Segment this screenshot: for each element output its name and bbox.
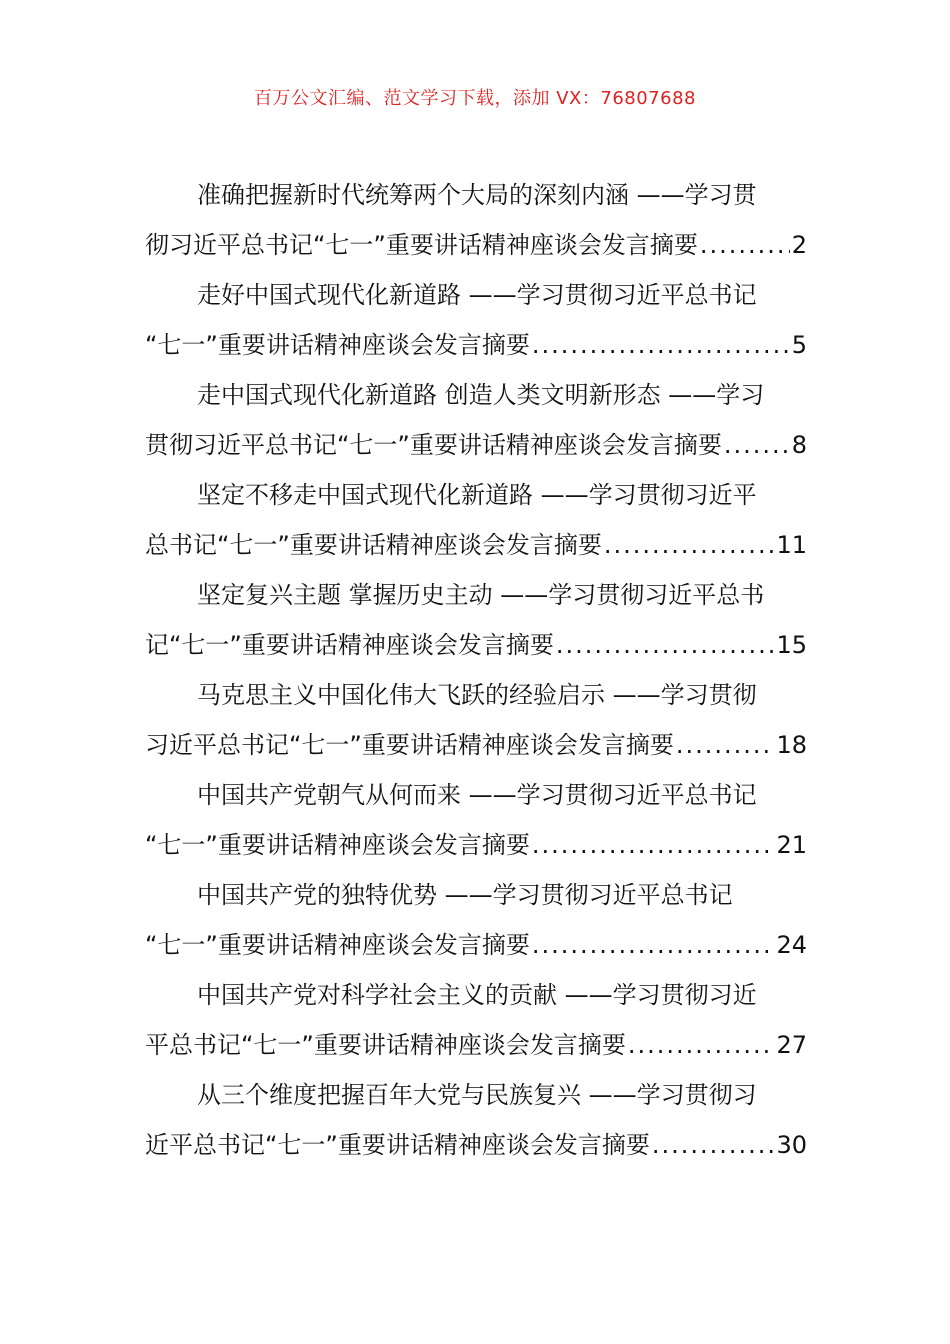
toc-entry-subtitle: “七一”重要讲话精神座谈会发言摘要 [145,331,530,359]
toc-entry[interactable] [145,770,807,870]
toc-entry[interactable] [145,870,807,970]
dot-leader [532,920,775,970]
toc-page-number: 2 [791,231,807,259]
toc-entry-subtitle: “七一”重要讲话精神座谈会发言摘要 [145,831,530,859]
toc-page-number: 21 [776,831,807,859]
toc-entry-subtitle-line [145,320,807,370]
toc-entry[interactable] [145,970,807,1070]
toc-entry[interactable] [145,170,807,270]
toc-entry-subtitle-line [145,520,807,570]
dot-leader [604,520,775,570]
toc-page-number: 11 [776,531,807,559]
toc-page-number: 30 [776,1131,807,1159]
toc-entry-subtitle-line [145,220,807,270]
table-of-contents [145,170,807,1170]
toc-entry-subtitle-line [145,920,807,970]
toc-page-number: 24 [776,931,807,959]
toc-entry-title: 走好中国式现代化新道路 ——学习贯彻习近平总书记 [197,281,757,309]
toc-page-number: 8 [791,431,807,459]
toc-entry-title: 准确把握新时代统筹两个大局的深刻内涵 ——学习贯 [197,181,757,209]
toc-entry-subtitle: 近平总书记“七一”重要讲话精神座谈会发言摘要 [145,1131,650,1159]
dot-leader [532,820,775,870]
toc-entry[interactable] [145,270,807,370]
toc-page-number: 18 [776,731,807,759]
toc-entry-title: 坚定不移走中国式现代化新道路 ——学习贯彻习近平 [197,481,757,509]
toc-entry-subtitle: 彻习近平总书记“七一”重要讲话精神座谈会发言摘要 [145,231,698,259]
toc-entry-subtitle-line [145,720,807,770]
toc-entry[interactable] [145,670,807,770]
toc-entry-title: 中国共产党对科学社会主义的贡献 ——学习贯彻习近 [197,981,757,1009]
toc-entry-subtitle-line [145,1120,807,1170]
dot-leader [700,220,790,270]
toc-entry-title: 坚定复兴主题 掌握历史主动 ——学习贯彻习近平总书 [197,581,765,609]
header-watermark-text: 百万公文汇编、范文学习下载，添加 VX：76807688 [254,88,696,109]
dot-leader [628,1020,775,1070]
dot-leader [724,420,790,470]
toc-page-number: 27 [776,1031,807,1059]
toc-entry-subtitle-line [145,620,807,670]
toc-entry-subtitle: 习近平总书记“七一”重要讲话精神座谈会发言摘要 [145,731,674,759]
dot-leader [532,320,790,370]
toc-entry-subtitle: 总书记“七一”重要讲话精神座谈会发言摘要 [145,531,602,559]
toc-entry-subtitle-line [145,420,807,470]
toc-entry[interactable] [145,1070,807,1170]
toc-entry-title: 从三个维度把握百年大党与民族复兴 ——学习贯彻习 [197,1081,757,1109]
toc-entry-subtitle: “七一”重要讲话精神座谈会发言摘要 [145,931,530,959]
toc-entry-title: 中国共产党的独特优势 ——学习贯彻习近平总书记 [197,881,733,909]
dot-leader [676,720,775,770]
toc-entry[interactable] [145,470,807,570]
toc-page-number: 15 [776,631,807,659]
toc-page-number: 5 [791,331,807,359]
toc-entry-title: 马克思主义中国化伟大飞跃的经验启示 ——学习贯彻 [197,681,757,709]
toc-entry-subtitle: 记“七一”重要讲话精神座谈会发言摘要 [145,631,554,659]
dot-leader [652,1120,775,1170]
toc-entry-subtitle-line [145,1020,807,1070]
toc-entry-title: 中国共产党朝气从何而来 ——学习贯彻习近平总书记 [197,781,757,809]
dot-leader [556,620,775,670]
toc-entry-subtitle: 贯彻习近平总书记“七一”重要讲话精神座谈会发言摘要 [145,431,722,459]
toc-entry[interactable] [145,370,807,470]
toc-entry-subtitle: 平总书记“七一”重要讲话精神座谈会发言摘要 [145,1031,626,1059]
toc-entry-subtitle-line [145,820,807,870]
toc-entry-title: 走中国式现代化新道路 创造人类文明新形态 ——学习 [197,381,765,409]
toc-entry[interactable] [145,570,807,670]
